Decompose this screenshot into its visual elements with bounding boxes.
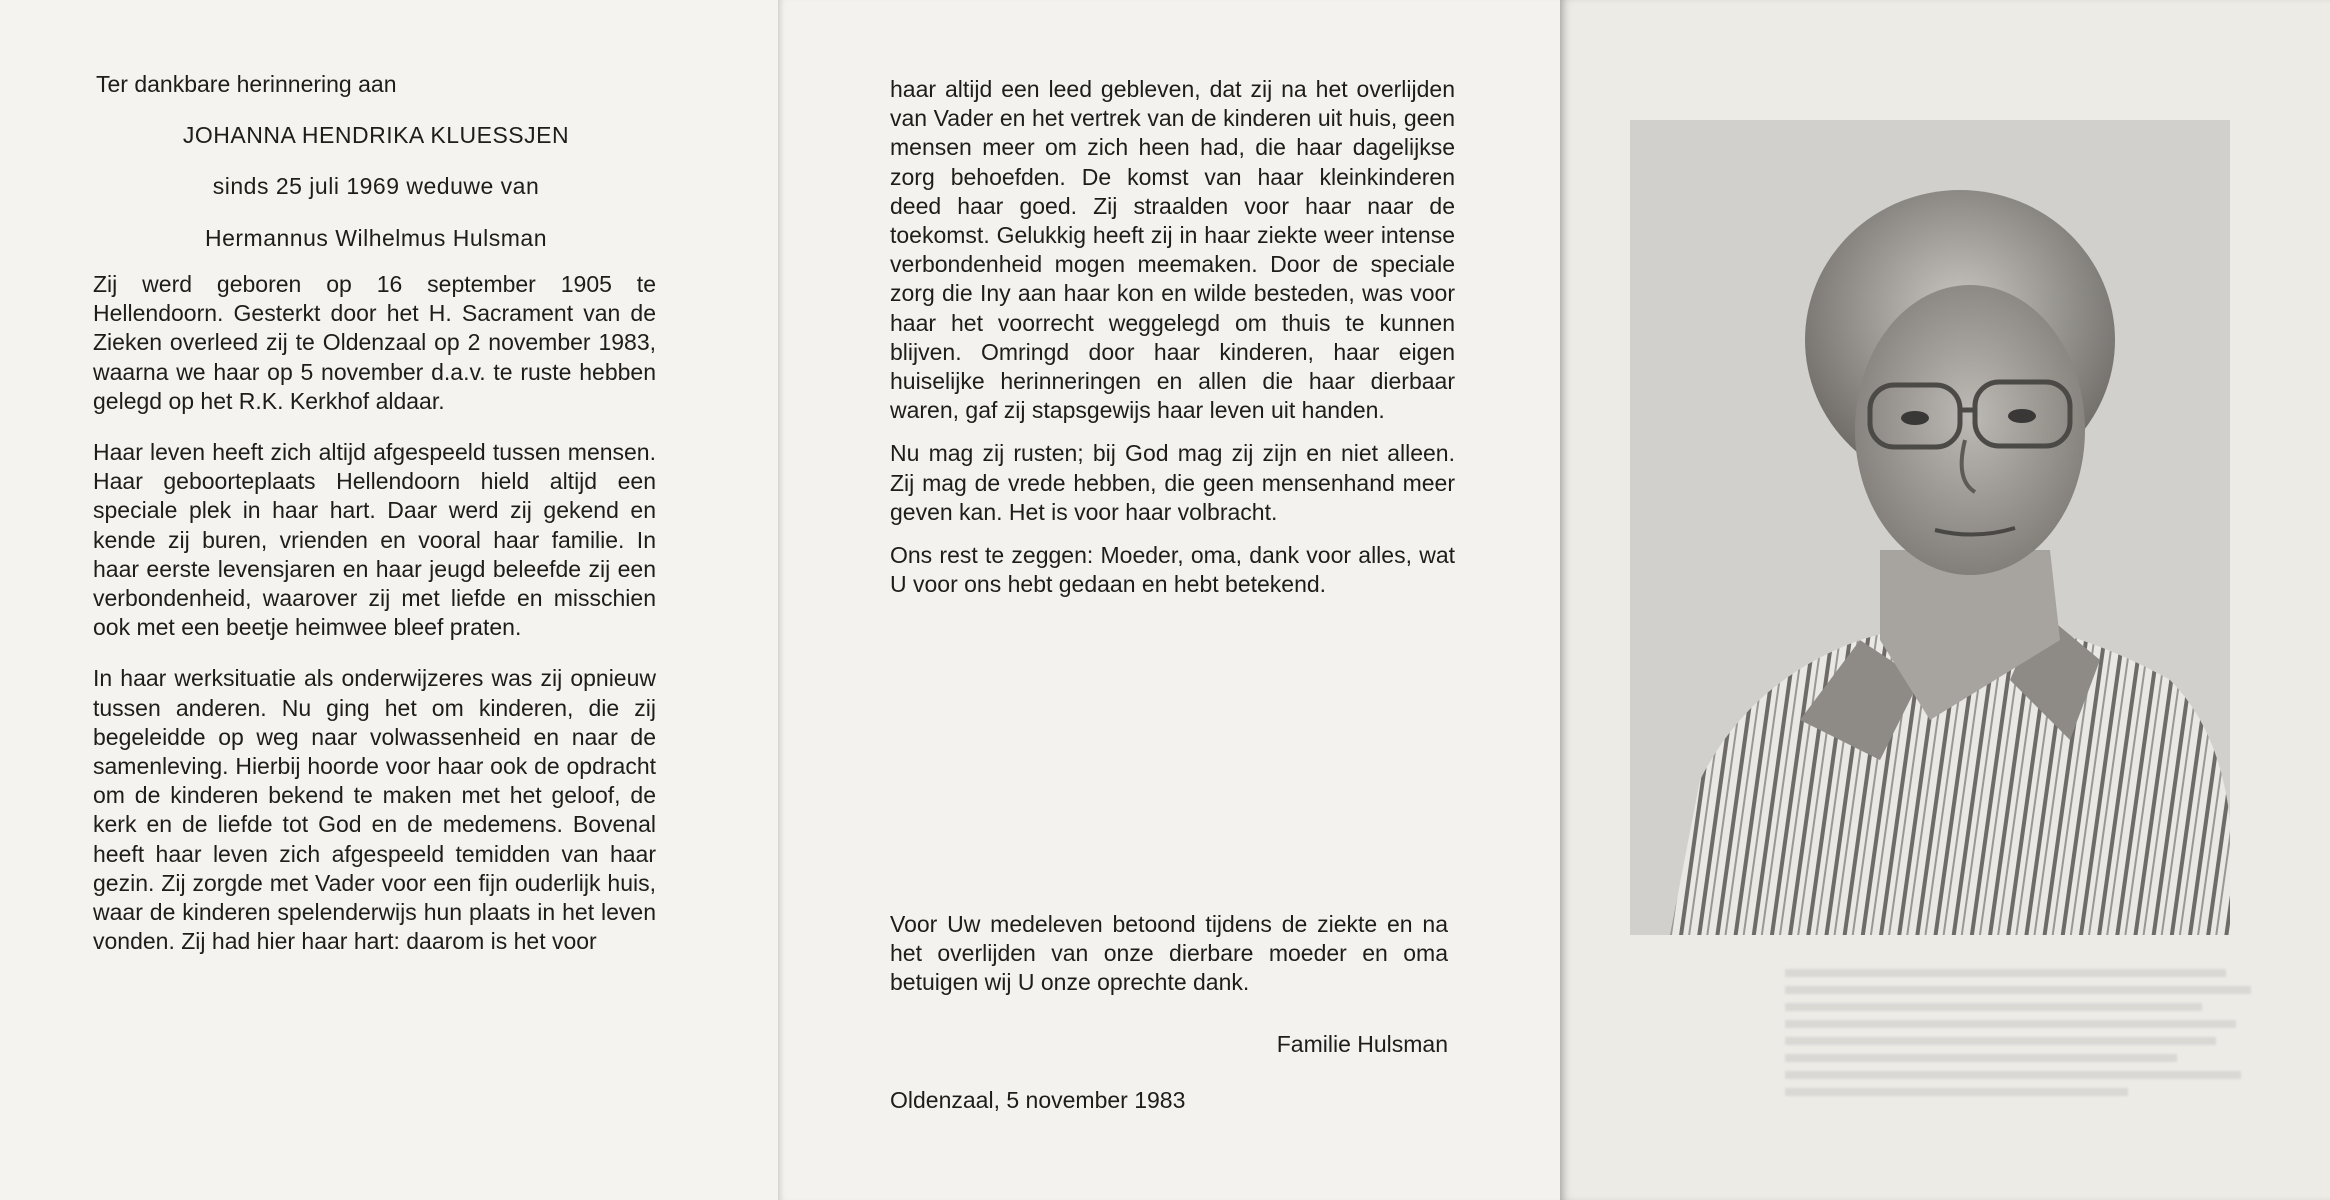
widow-line: sinds 25 juli 1969 weduwe van bbox=[212, 173, 540, 200]
paragraph: Ons rest te zeggen: Moeder, oma, dank voor alles, wat U voor ons hebt gedaan en hebt betekend. bbox=[890, 542, 1455, 598]
portrait-image bbox=[1630, 120, 2230, 935]
intro-line: Ter dankbare herinnering aan bbox=[96, 71, 397, 97]
paragraph: Zij werd geboren op 16 september 1905 te Hellendoorn. Gesterkt door het H. Sacrament van de Zieken overleed zij te Oldenzaal op 2 november 1983, waarna we haar op 5 november d.a.v. te ruste hebben gelegd op het R.K. Kerkhof aldaar. bbox=[93, 271, 656, 414]
portrait-photo bbox=[1630, 120, 2230, 935]
deceased-name: JOHANNA HENDRIKA KLUESSJEN bbox=[182, 122, 570, 149]
paragraph: Nu mag zij rusten; bij God mag zij zijn en niet alleen. Zij mag de vrede hebben, die geen mensenhand meer geven kan. Het is voor haar volbracht. bbox=[890, 440, 1455, 525]
paragraph: haar altijd een leed gebleven, dat zij na het overlijden van Vader en het vertrek van de kinderen uit huis, geen mensen meer om zich heen had, die haar dagelijkse zorg behoefden. De komst van haar kleinkinderen deed haar goed. Zij straalden voor haar naar de toekomst. Gelukkig heeft zij in haar ziekte weer intense verbondenheid mogen meemaken. Door de speciale zorg die Iny aan haar kon en wilde besteden, was voor haar het voorrecht weggelegd om thuis te kunnen blijven. Omringd door haar kinderen, haar eigen huiselijke herinneringen en allen die haar dierbaar waren, gaf zij stapsgewijs haar leven uit handen. bbox=[890, 76, 1455, 424]
thanks-note: Voor Uw medeleven betoond tijdens de ziekte en na het overlijden van onze dierbare moeder en oma betuigen wij U onze oprechte dank. bbox=[890, 911, 1448, 996]
page2-text bbox=[890, 75, 1455, 613]
place-date: Oldenzaal, 5 november 1983 bbox=[890, 1087, 1186, 1113]
paragraph: In haar werksituatie als onderwijzeres was zij opnieuw tussen anderen. Nu ging het om kinderen, die zij begeleidde op weg naar volwassenheid en naar de samenleving. Hierbij hoorde voor haar ook de opdracht om de kinderen bekend te maken met het geloof, de kerk en de liefde tot God en de medemens. Bovenal heeft haar leven zich afgespeeld temidden van haar gezin. Zij zorgde met Vader voor een fijn ouderlijk huis, waar de kinderen spelenderwijs hun plaats in het leven vonden. Zij had hier haar hart: daarom is het voor bbox=[93, 665, 656, 955]
page1-text bbox=[93, 270, 656, 978]
family-signature: Familie Hulsman bbox=[1276, 1031, 1448, 1057]
memorial-intro bbox=[96, 70, 656, 275]
paragraph: Haar leven heeft zich altijd afgespeeld tussen mensen. Haar geboorteplaats Hellendoorn hield altijd een speciale plek in haar hart. Daar werd zij gekend en kende zij buren, vrienden en vooral haar familie. In haar eerste levensjaren en haar jeugd beleefde zij een verbondenheid, waarover zij met liefde en misschien ook met een beetje heimwee bleef praten. bbox=[93, 439, 656, 641]
show-through-text bbox=[1785, 960, 2275, 1120]
spouse-name: Hermannus Wilhelmus Hulsman bbox=[205, 224, 547, 251]
